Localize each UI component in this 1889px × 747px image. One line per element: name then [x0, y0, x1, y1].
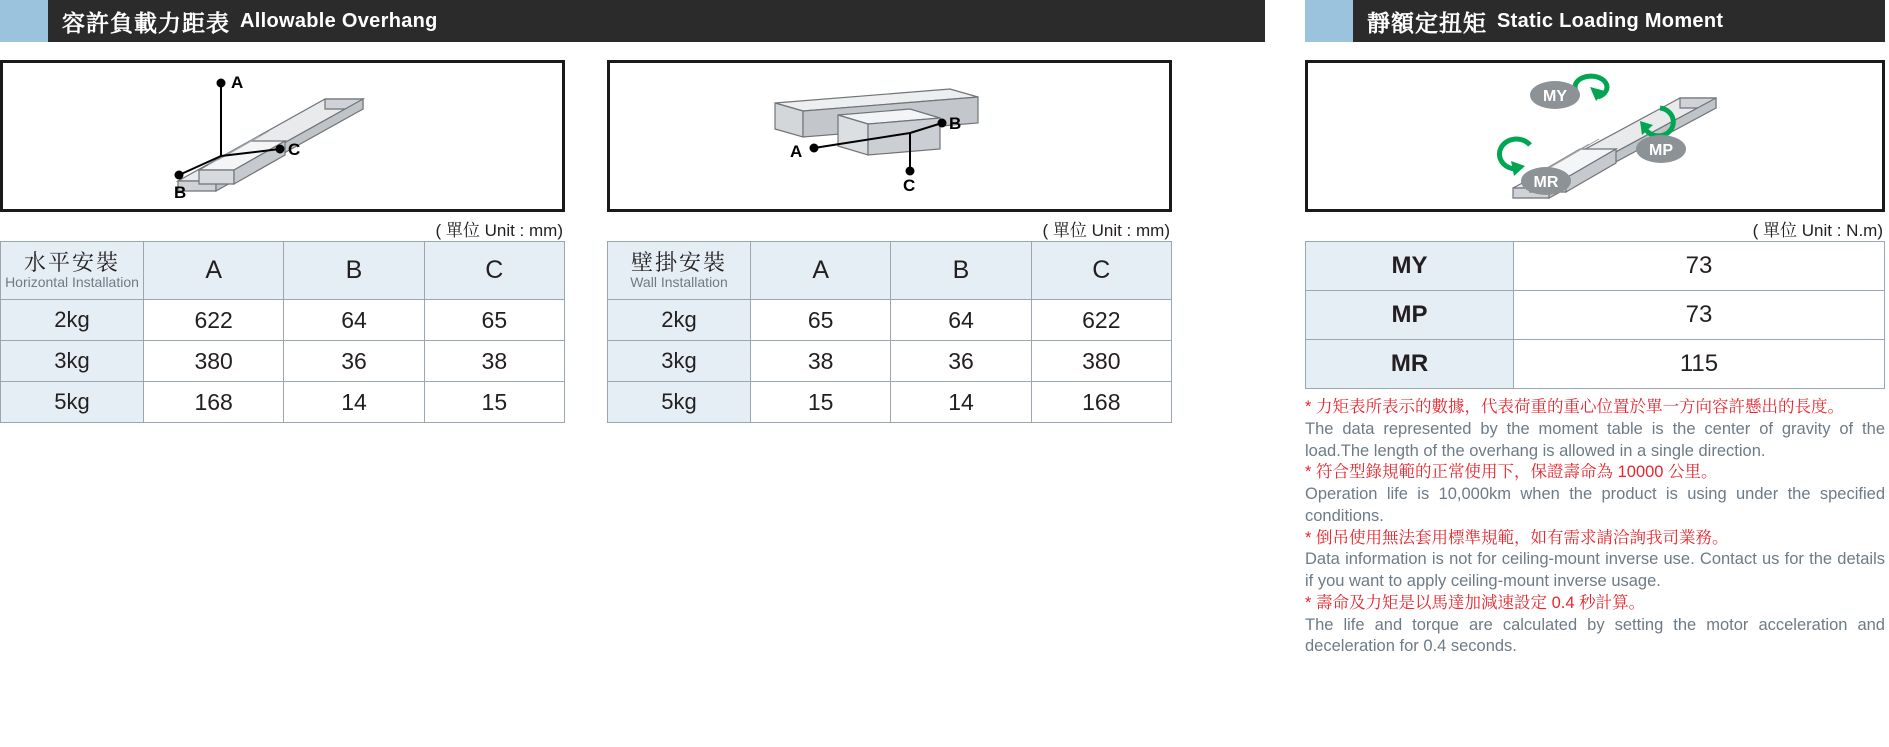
section-title-cn: 靜額定扭矩	[1367, 9, 1487, 36]
svg-text:A: A	[231, 73, 244, 92]
cell-b: 14	[284, 382, 424, 423]
diagram-horizontal-installation	[0, 60, 565, 212]
section-header-titles	[48, 0, 438, 42]
header-installation-en: Wall Installation	[630, 273, 728, 290]
row-label: 2kg	[608, 300, 751, 341]
table-row	[1, 382, 565, 423]
cell-c: 65	[424, 300, 564, 341]
row-label: 3kg	[1, 341, 144, 382]
cell-c: 38	[424, 341, 564, 382]
unit-note-wall: ( 單位 Unit : mm)	[1042, 221, 1170, 240]
header-col-a: A	[751, 242, 891, 300]
horizontal-installation-drawing	[3, 63, 562, 209]
svg-text:B: B	[174, 183, 187, 202]
svg-text:MP: MP	[1649, 142, 1673, 159]
section-header-overhang	[0, 0, 1265, 42]
row-label-my: MY	[1306, 242, 1514, 291]
table-header-row	[608, 242, 1172, 300]
row-label-mr: MR	[1306, 340, 1514, 389]
table-row	[608, 341, 1172, 382]
cell-c: 380	[1031, 341, 1171, 382]
moment-content	[1305, 42, 1885, 658]
header-installation-type	[1, 242, 144, 300]
cell-b: 36	[284, 341, 424, 382]
cell-a: 380	[144, 341, 284, 382]
table-row	[1, 300, 565, 341]
table-horizontal-installation	[0, 241, 565, 423]
cell-a: 622	[144, 300, 284, 341]
table-header-row	[1, 242, 565, 300]
note-en: The data represented by the moment table is the center of gravity of the load.The length of the overhang is allowed in a single direction.	[1305, 419, 1885, 460]
section-header-moment	[1305, 0, 1885, 42]
svg-text:B: B	[949, 114, 962, 133]
header-installation-cn: 壁掛安裝	[630, 249, 727, 275]
cell-c: 168	[1031, 382, 1171, 423]
cell-b: 64	[284, 300, 424, 341]
svg-text:C: C	[288, 140, 301, 159]
table-row	[1306, 291, 1885, 340]
note-cn: * 符合型錄規範的正常使用下，保證壽命為 10000 公里。	[1305, 463, 1718, 482]
section-header-titles	[1353, 0, 1723, 42]
cell-a: 15	[751, 382, 891, 423]
table-wall-installation	[607, 241, 1172, 423]
panel-wall-installation	[607, 60, 1172, 423]
table-row	[608, 300, 1172, 341]
table-row	[1, 341, 565, 382]
header-installation-cn: 水平安裝	[23, 249, 120, 275]
row-label: 5kg	[608, 382, 751, 423]
note-cn: * 倒吊使用無法套用標準規範，如有需求請洽詢我司業務。	[1305, 528, 1729, 547]
table-row	[608, 382, 1172, 423]
static-loading-moment-section	[1305, 0, 1885, 747]
note-cn: * 力矩表所表示的數據，代表荷重的重心位置於單一方向容許懸出的長度。	[1305, 398, 1845, 416]
header-color-swatch	[0, 0, 48, 42]
svg-text:MY: MY	[1543, 88, 1567, 105]
section-title-en: Static Loading Moment	[1497, 9, 1724, 32]
panel-horizontal-installation	[0, 60, 565, 423]
header-col-b: B	[284, 242, 424, 300]
cell-b: 36	[891, 341, 1031, 382]
section-title-cn: 容許負載力距表	[62, 9, 230, 36]
row-label: 2kg	[1, 300, 144, 341]
header-color-swatch	[1305, 0, 1353, 42]
diagram-wall-installation	[607, 60, 1172, 212]
cell-a: 65	[751, 300, 891, 341]
svg-text:MR: MR	[1533, 174, 1559, 191]
header-col-c: C	[424, 242, 564, 300]
moment-directions-drawing	[1308, 63, 1882, 209]
table-static-loading-moment	[1305, 241, 1885, 389]
section-title-en: Allowable Overhang	[240, 9, 438, 32]
note-en: Data information is not for ceiling-mount inverse use. Contact us for the details if you want to apply ceiling-mount inverse usage.	[1305, 550, 1885, 591]
notes-list	[1305, 397, 1885, 658]
table-row	[1306, 340, 1885, 389]
header-col-c: C	[1031, 242, 1171, 300]
diagram-static-loading-moment	[1305, 60, 1885, 212]
cell-b: 64	[891, 300, 1031, 341]
unit-note-horizontal: ( 單位 Unit : mm)	[435, 221, 563, 240]
cell-a: 168	[144, 382, 284, 423]
cell-my-value: 73	[1514, 242, 1885, 291]
header-installation-en: Horizontal Installation	[5, 273, 139, 290]
header-col-b: B	[891, 242, 1031, 300]
cell-a: 38	[751, 341, 891, 382]
row-label: 3kg	[608, 341, 751, 382]
header-installation-type	[608, 242, 751, 300]
table-row	[1306, 242, 1885, 291]
cell-mp-value: 73	[1514, 291, 1885, 340]
overhang-panels	[0, 42, 1265, 423]
note-cn: * 壽命及力矩是以馬達加減速設定 0.4 秒計算。	[1305, 593, 1646, 612]
cell-b: 14	[891, 382, 1031, 423]
note-en: The life and torque are calculated by setting the motor acceleration and deceleration for 0.4 seconds.	[1305, 615, 1885, 656]
wall-installation-drawing	[610, 63, 1169, 209]
row-label-mp: MP	[1306, 291, 1514, 340]
svg-text:C: C	[903, 176, 916, 195]
unit-note-moment: ( 單位 Unit : N.m)	[1752, 221, 1883, 240]
cell-c: 622	[1031, 300, 1171, 341]
row-label: 5kg	[1, 382, 144, 423]
note-en: Operation life is 10,000km when the product is using under the specified conditions.	[1305, 485, 1885, 525]
cell-c: 15	[424, 382, 564, 423]
header-col-a: A	[144, 242, 284, 300]
cell-mr-value: 115	[1514, 340, 1885, 389]
svg-text:A: A	[790, 142, 803, 161]
